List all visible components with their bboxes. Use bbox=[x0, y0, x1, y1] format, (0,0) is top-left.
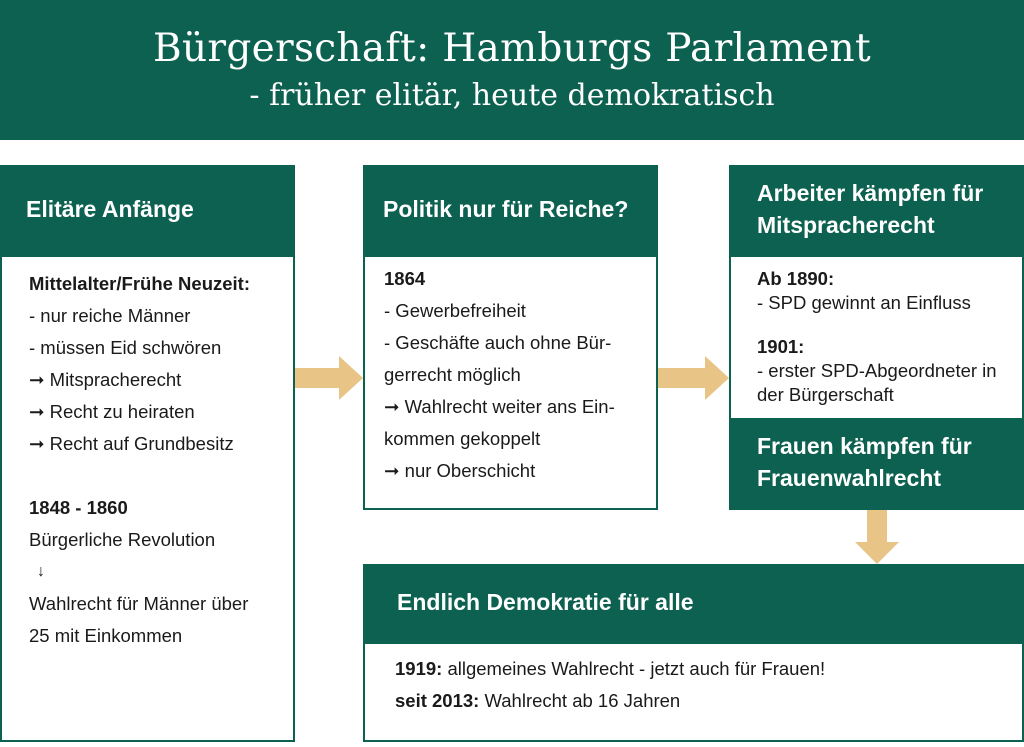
heading-frauen bbox=[729, 418, 1024, 510]
arrow-down-icon: ↓ bbox=[37, 563, 45, 580]
heading-text: Elitäre Anfänge bbox=[26, 196, 194, 222]
col3-body bbox=[757, 267, 1022, 407]
list-item: seit 2013: Wahlrecht ab 16 Jahren bbox=[395, 690, 681, 711]
section-title: Mittelalter/Frühe Neuzeit: bbox=[29, 273, 250, 294]
arrow-down-icon bbox=[855, 510, 899, 564]
arrow-right-icon: ➞ bbox=[384, 460, 400, 481]
list-item: ➞ Recht auf Grundbesitz bbox=[29, 433, 234, 454]
list-item: - Geschäfte auch ohne Bür- bbox=[384, 332, 612, 353]
list-item: ➞ nur Oberschicht bbox=[384, 460, 536, 481]
year-label: 1901: bbox=[757, 336, 805, 357]
page-title: Bürgerschaft: Hamburgs Parlament bbox=[153, 26, 871, 71]
arrow-right-icon: ➞ bbox=[29, 369, 45, 390]
list-item: Bürgerliche Revolution bbox=[29, 529, 216, 550]
heading-line: Arbeiter kämpfen für bbox=[757, 180, 984, 206]
arrow-right-icon: ➞ bbox=[29, 433, 45, 454]
col1-body bbox=[29, 268, 291, 652]
arrow-right-icon: ➞ bbox=[384, 396, 400, 417]
year-label: 1919: bbox=[395, 658, 443, 679]
list-item: kommen gekoppelt bbox=[384, 428, 541, 449]
col2-body bbox=[384, 263, 654, 487]
heading-line: Mitspracherecht bbox=[757, 212, 935, 238]
year-label: seit 2013: bbox=[395, 690, 480, 711]
heading-text: Endlich Demokratie für alle bbox=[397, 589, 694, 615]
list-item: 1919: allgemeines Wahlrecht - jetzt auch für Frauen! bbox=[395, 658, 826, 679]
list-item: gerrecht möglich bbox=[384, 364, 521, 385]
list-item: - müssen Eid schwören bbox=[29, 337, 222, 358]
list-item: - Gewerbefreiheit bbox=[384, 300, 526, 321]
list-item: 25 mit Einkommen bbox=[29, 625, 183, 646]
heading-text: Politik nur für Reiche? bbox=[383, 196, 629, 222]
list-item: - SPD gewinnt an Einfluss bbox=[757, 292, 971, 313]
section-title: 1848 - 1860 bbox=[29, 497, 128, 518]
heading-arbeiter bbox=[729, 165, 1024, 257]
page-subtitle: - früher elitär, heute demokratisch bbox=[249, 78, 775, 113]
arrow-right-icon bbox=[658, 356, 729, 400]
year-label: 1864 bbox=[384, 268, 426, 289]
list-item: ➞ Recht zu heiraten bbox=[29, 401, 195, 422]
arrow-right-icon bbox=[295, 356, 363, 400]
list-item: Wahlrecht für Männer über bbox=[29, 593, 249, 614]
list-item: ➞ Wahlrecht weiter ans Ein- bbox=[384, 396, 615, 417]
bottom-body bbox=[395, 653, 1015, 717]
heading-politik-reiche bbox=[363, 165, 658, 257]
heading-demokratie bbox=[363, 564, 1024, 644]
heading-line: Frauen kämpfen für bbox=[757, 433, 972, 459]
heading-line: Frauenwahlrecht bbox=[757, 465, 942, 491]
heading-elitaere-anfaenge bbox=[0, 165, 295, 257]
header-banner bbox=[0, 0, 1024, 140]
list-item: der Bürgerschaft bbox=[757, 384, 894, 405]
list-item: - erster SPD-Abgeordneter in bbox=[757, 360, 997, 381]
arrow-right-icon: ➞ bbox=[29, 401, 45, 422]
list-item: ➞ Mitspracherecht bbox=[29, 369, 182, 390]
list-item: - nur reiche Männer bbox=[29, 305, 191, 326]
year-label: Ab 1890: bbox=[757, 268, 835, 289]
